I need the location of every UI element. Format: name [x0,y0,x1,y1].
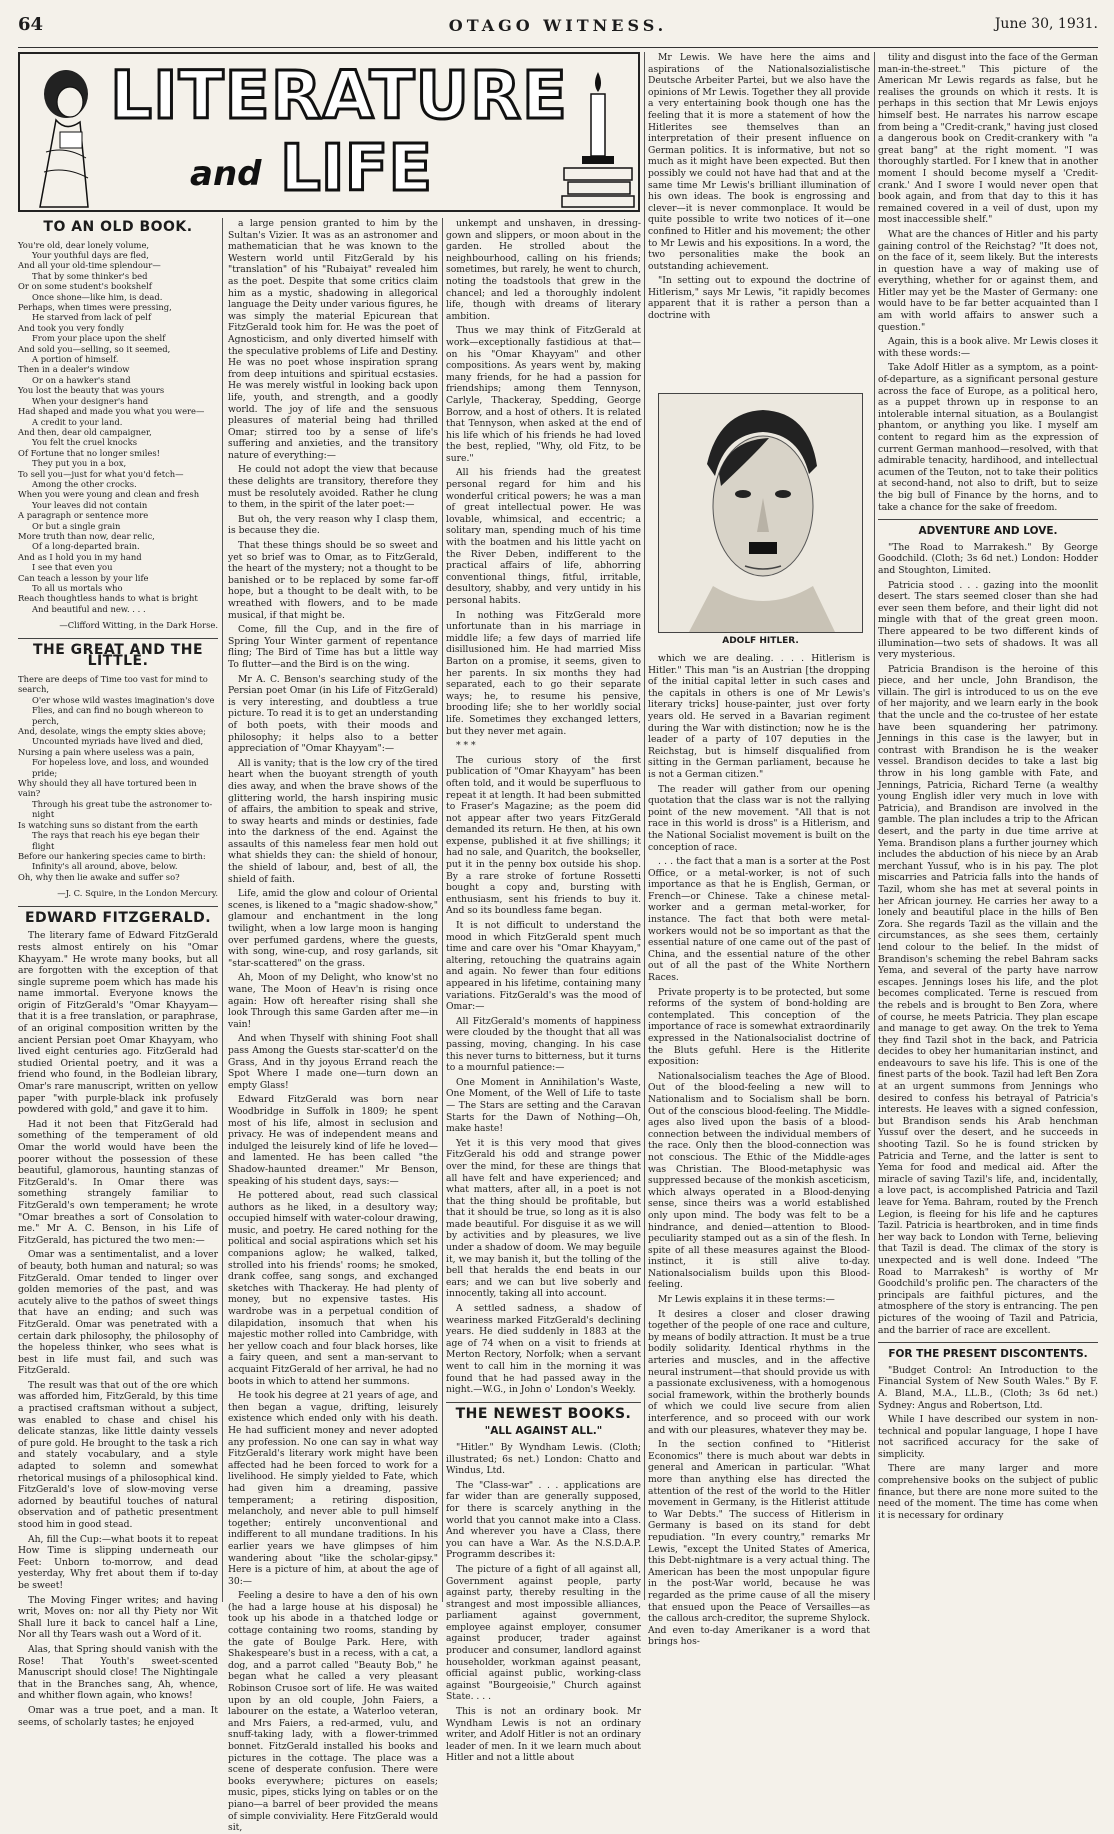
paragraph: which we are dealing. . . . Hitlerism is Hitler." This man "is an Austrian [the dropping of the initial capital letter in such cases and the capitals in others is one of Mr Lewis's literary tricks] house-painter, just over forty years old. He served in a Bavarian regiment during the War with distinction; now he is the leader of a party of 107 deputies in the Reichstag, but is himself disqualified from sitting in the German parliament, because he is not a German citizen." [648,653,870,780]
paragraph: "Hitler." By Wyndham Lewis. (Cloth; illustrated; 6s net.) London: Chatto and Windus, Ltd. [446,1441,641,1477]
paragraph: Edward FitzGerald was born near Woodbridge in Suffolk in 1809; he spent most of his life, almost in seclusion and privacy. He was of independent means and indulged the leisurely kind of life he loved—and lamented. He has been called "the Shadow-haunted dreamer." Mr Benson, speaking of his student days, says:— [228,1094,438,1187]
poem-line: Nursing a pain where useless was a pain, [18,746,195,757]
masthead [18,8,1098,48]
divider [18,638,218,639]
review-body [648,653,870,1648]
poem-line: A credit to your land. [32,416,123,427]
issue-date: June 30, 1931. [994,16,1098,32]
poem-line: And, desolate, wings the empty skies above; [18,726,206,737]
paragraph: Thus we may think of FitzGerald at work—exceptionally fastidious at that—on his "Omar Khayyam" and other compositions. As years went by, making many friends, for he had a passion for friendships; among them Tennyson, Carlyle, Thackeray, Spedding, George Borrow, and a host of others. It is related that Tennyson, when asked at the end of his life which of his friends he had loved the best, replied, "Why, old Fitz, to be sure." [446,325,641,464]
review-title-adventure-and-love: ADVENTURE AND LOVE. [918,525,1058,538]
paragraph: Come, fill the Cup, and in the fire of Spring Your Winter garment of repentance fling; The Bird of Time has but a little way To flutter—and the Bird is on the wing. [228,624,438,670]
poem-line: From your place upon the shelf [32,333,166,344]
poem-line: A portion of himself. [32,354,119,365]
banner-word-literature: LITERATURE [110,57,569,134]
paragraph: Ah, Moon of my Delight, who know'st no wane, The Moon of Heav'n is rising once again: How oft hereafter rising shall she look Through this same Garden after me—in vain! [228,972,438,1030]
paragraph: And when Thyself with shining Foot shall pass Among the Guests star-scatter'd on the Grass, And in thy joyous Errand reach the Spot Where I made one—turn down an empty Glass! [228,1033,438,1091]
paragraph: Ah, fill the Cup:—what boots it to repeat How Time is slipping underneath our Feet: Unborn to-morrow, and dead yesterday, Why fret about them if to-day be sweet! [18,1533,218,1591]
poem-line: Of a long-departed brain. [32,541,140,552]
section-title-newest-books: THE NEWEST BOOKS. [455,1405,632,1422]
poem-line: And took you very fondly [18,322,124,333]
poem-line: Is watching suns so distant from the earth [18,819,198,830]
banner-word-life: LIFE [280,132,433,206]
paragraph: * * * [456,740,476,752]
paragraph: Mr A. C. Benson's searching study of the Persian poet Omar (in his Life of FitzGerald) is very interesting, and doubtless a true picture. To read it is to get an understanding of both poets, with their moods and philosophy; it helps also to a better appreciation of "Omar Khayyam":— [228,673,438,755]
paragraph: Patricia stood . . . gazing into the moonlit desert. The stars seemed closer than she had ever seen them before, and their light did not mingle with that of the great green moon. There appeared to be two different kinds of illumination—two sets of shadows. It was all very mysterious. [878,579,1098,661]
lady-illustration-icon [26,62,104,207]
poem-line: Your leaves did not contain [32,499,148,510]
paragraph: The Moving Finger writes; and having writ, Moves on: nor all thy Piety nor Wit Shall lure it back to cancel half a Line, Nor all thy Tears wash out a Word of it. [18,1594,218,1641]
photo-caption: ADOLF HITLER. [722,636,799,646]
paragraph: It desires a closer and closer drawing together of the people of one race and culture, by means of bodily attraction. It must be a true bodily solidarity. Identical rhythms in the arteries and muscles, and in the affective neural instrument—that should provide us with a passionate exclusiveness, with a homogenous social framework, within the brotherly bounds of which we could live secure from alien interference, and so proceed with our work and with our pleasures, whatever they may be. [648,1308,870,1436]
divider [18,906,218,907]
poem-line: Before our hankering species came to birth: [18,850,206,861]
poem-byline: —J. C. Squire, in the London Mercury. [57,888,218,899]
paragraph: a large pension granted to him by the Sultan's Vizier. It was as an astronomer and mathematician that he was known to the Western world until FitzGerald by his "translation" of his "Rubaiyat" revealed him as the poet. Despite that some critics claim him as a mystic, shadowing in allegorical language the Deity under various figures, he was simply the material Epicurean that FitzGerald took him for. He was the poet of Agnosticism, and only diverted himself with the speculative problems of Life and Destiny. He was no poet whose inspiration sprang from deep intuitions and spiritual ecstasies. He was merely wistful in looking back upon life, youth, and strength, and a goodly world. The joy of life and the sensuous pleasures of material being had thrilled Omar; stirred too by a sense of life's suffering and anxieties, and the transitory nature of everything:— [228,218,438,461]
paragraph: Again, this is a book alive. Mr Lewis closes it with these words:— [878,336,1098,359]
banner-word-and: and [190,154,262,194]
column-3 [446,218,641,1764]
poem-line: To sell you—just for what you'd fetch— [18,468,184,479]
poem-to-an-old-book [18,240,218,615]
poem-line: Of Fortune that no longer smiles! [18,447,160,458]
paragraph: In nothing was FitzGerald more unfortunate than in his marriage in middle life; a few days of married life disillusioned him. He had married Miss Barton on a promise, it seems, given to her parents. In six months they had separated, each to go their separate ways; he, to resume his pensive, brooding life; she to her worldly social life. Sometimes they exchanged letters, but they never met again. [446,609,641,737]
poem-line: You felt the cruel knocks [32,437,137,448]
paragraph: One Moment in Annihilation's Waste, One Moment, of the Well of Life to taste— The Stars are setting and the Caravan Starts for the Dawn of Nothing—Oh, make haste! [446,1076,641,1135]
paragraph: What are the chances of Hitler and his party gaining control of the Reichstag? "It does not, on the face of it, seem likely. But the interests in question have a way of making use of everything, whether for or against them, and Hitler may yet be the Master of Germany: one would have to be far better acquainted than I am with world affairs to answer such a question." [878,228,1098,333]
paragraph: The reader will gather from our opening quotation that the class war is not the rallying point of the new movement. "All that is not race in this world is dross" is a Hitlerism, and the National Socialist movement is built on the conception of race. [648,783,870,853]
review-body [878,1365,1098,1522]
poem-line: More truth than now, dear relic, [18,530,155,541]
poem-line: A paragraph or sentence more [18,510,149,521]
paragraph: Take Adolf Hitler as a symptom, as a point-of-departure, as a significant personal gesture across the face of Europe, as a political hero, as a puppet thrown up in response to an intolerable internal situation, as a Boulangist phantom, or anything you like. I myself am content to regard him as the expression of current German manhood—resolved, with that admirable tenacity, hardihood, and intellectual acumen of the Teuton, not to take their politics at second-hand, not also to drift, but to seize the big bull of Finance by the horns, and to take a chance for the sake of freedom. [878,362,1098,513]
poem-line: Then in a dealer's window [18,364,130,375]
portrait-icon [659,394,862,632]
poem-line: And sold you—selling, so it seemed, [18,343,171,354]
paragraph: Mr Lewis. We have here the aims and aspirations of the Nationalsozialistische Deutsche Arbeiter Partei, but we also have the opinions of Mr Lewis. Together they all provide a very entertaining book though one has the feeling that it is more a statement of how the Hitlerites see themselves than an interpretation of their present influence on German politics. It is informative, but not so much as it might have been expected. But then possibly we could not have had that and at the same time Mr Lewis's brilliant illumination of his own ideas. The book is engrossing and clever—it is never commonplace. It would be quite possible to write two notices of it—one confined to Hitler and his movement; the other to Mr Lewis and his expositions. In a word, the two personalities make the book an outstanding achievement. [648,52,870,272]
paragraph: "Budget Control: An Introduction to the Financial System of New South Wales." By F. A. Bland, M.A., LL.B., (Cloth; 3s 6d net.) Sydney: Angus and Robertson, Ltd. [878,1364,1098,1411]
paragraph: The literary fame of Edward FitzGerald rests almost entirely on his "Omar Khayyam." He wrote many books, but all are forgotten with the exception of that single supreme poem which has made his name immortal. Everyone knows the origin of FitzGerald's "Omar Khayyam—that it is a free translation, or paraphrase, of an original composition written by the ancient Persian poet Omar Khayyam, who lived eight centuries ago. FitzGerald had studied Oriental poetry, and it was a friend who found, in the Bodleian library, Omar's rare manuscript, written on yellow paper "with purple-black ink profusely powdered with gold," and gave it to him. [18,930,218,1116]
poem-great-and-little [18,674,218,882]
review-body [446,1442,641,1764]
poem-line: Infinity's all around, above, below. [32,861,178,872]
paragraph: He took his degree at 21 years of age, and then began a vague, drifting, leisurely existence which ended only with his death. He had sufficient money and never adopted any profession. No one can say in what way FitzGerald's literary work might have been affected had he been forced to work for a livelihood. He simply yielded to Fate, which had given him a dreaming, passive temperament; a retiring disposition, melancholy, and never able to pull himself together; entirely unconventional and indifferent to all mundane traditions. In his earlier years we have glimpses of him wandering about "like the scholar-gipsy." Here is a picture of him, at about the age of 30:— [228,1390,438,1587]
poem-title-great-and-little: THE GREAT AND THE LITTLE. [32,641,204,670]
paragraph: All FitzGerald's moments of happiness were clouded by the thought that all was passing, moving, changing. In his case this never turns to bitterness, but it turns to a mournful patience:— [446,1015,641,1074]
article-body [18,930,218,1728]
article-body [228,218,438,1834]
column-rule [874,52,875,1600]
review-title-all-against-all: "ALL AGAINST ALL." [484,1425,603,1438]
column-4-top [648,52,870,387]
column-rule [644,52,645,1600]
poem-line: Can teach a lesson by your life [18,572,149,583]
paragraph: He pottered about, read such classical authors as he liked, in a desultory way; occupied himself with water-colour drawing, music, and poetry. He cared nothing for the political and social aspirations which set his companions aglow; he walked, talked, strolled into his friends' rooms; he smoked, drank coffee, sang songs, and exchanged sketches with Thackeray. He had plenty of money, but no expensive tastes. His wardrobe was in a perpetual condition of dilapidation, insomuch that when his majestic mother rolled into Cambridge, with her yellow coach and four black horses, like a fairy queen, and sent a man-servant to acquaint FitzGerald of her arrival, he had no boots in which to attend her summons. [228,1190,438,1387]
poem-line: Through his great tube the astronomer to-night [32,798,213,820]
paragraph: But oh, the very reason why I clasp them, is because they die. [228,513,438,537]
poem-line: Perhaps, when times were pressing, [18,302,172,313]
paragraph: "In setting out to expound the doctrine of Hitlerism," says Mr Lewis, "it rapidly becomes apparent that it is rather a person than a doctrine with [648,275,870,322]
paragraph: Nationalsocialism teaches the Age of Blood. Out of the blood-feeling a new will to Nationalism and to Socialism shall be born. Out of the conscious blood-feeling. The Middle-ages also lived upon the basis of a blood-connection between the individual members of the race. Only then the blood-connection was not conscious. The Ethic of the Middle-ages was Christian. The Blood-metaphysic was suppressed because of the monkish asceticism, which always operated in a Blood-denying sense, since theirs was a world established only upon mind. The body was felt to be a hindrance, and denied—attention to Blood-peculiarity stamped out as a sin of the flesh. In spite of all these measures against the Blood-instinct, it is still alive to-day. Nationalsocialism builds upon this Blood-feeling. [648,1070,870,1291]
paragraph: Private property is to be protected, but some reforms of the system of bond-holding are contemplated. This conception of the importance of race is somewhat extraordinarily expressed in the Nationalsocialist doctrine of the Bluts gefuhl. Here is the Hitlerite exposition: [648,986,870,1068]
column-1 [18,218,218,1728]
poem-line: That by some thinker's bed [32,270,148,281]
poem-line: To all us mortals who [32,583,123,593]
review-body [648,52,870,322]
paragraph: tility and disgust into the face of the German man-in-the-street." This picture of the American Mr Lewis regards as false, but he realises the grounds on which it rests. It is perhaps in this section that Mr Lewis enjoys himself best. He narrates his narrow escape from being a "Credit-crank," having just closed a dangerous book on Credit-crankery with "a great bang" at the right moment. "I was thoroughly startled. For I knew that in another moment I should become myself a 'Credit-crank.' And I swore I would never open that book again, and from that day to this it has remained covered in a veil of dust, upon my most inaccessible shelf." [878,52,1098,226]
paragraph: The curious story of the first publication of "Omar Khayyam" has been often told, and it would be superfluous to repeat it at length. It had been submitted to Fraser's Magazine; as the poem did not appear after two years FitzGerald demanded its return. He then, at his own expense, published it at five shillings; it had no sale, and Quaritch, the bookseller, put it in the penny box outside his shop. By a rare stroke of fortune Rossetti bought a copy and, bursting with enthusiasm, sent his friends to buy it. And so its boundless fame began. [446,754,641,917]
article-title-fitzgerald: EDWARD FITZGERALD. [24,909,212,926]
paragraph: "The Road to Marrakesh." By George Goodchild. (Cloth; 3s 6d net.) London: Hodder and Stoughton, Limited. [878,541,1098,576]
column-5 [878,52,1098,1602]
paragraph: Yet it is this very mood that gives FitzGerald his odd and strange power over the mind, for these are things that all have felt and have experienced; and what matters, after all, in a poet is not that the thing should be profitable, but that it should be true, so long as it is also made beautiful. For disguise it as we will by activities and by pleasures, we live under a shadow of doom. We may beguile it, we may banish it, but the tolling of the bell that heralds the end beats in our ears; and we can but live soberly and innocently, taking all into account. [446,1137,641,1300]
paragraph: The picture of a fight of all against all, Government against people, party against party, thereby resulting in the strangest and most impossible alliances, parliament against government, employee against employer, consumer against producer, trader against producer and consumer, landlord against householder, workman against peasant, official against public, working-class against "Bourgeoisie," Church against State. . . . [446,1563,641,1703]
paragraph: There are many larger and more comprehensive books on the subject of public finance, but there are none more suited to the need of the moment. The time has come when it is necessary for ordinary [878,1463,1098,1521]
candle-and-books-icon [560,64,636,209]
review-title-present-discontents: FOR THE PRESENT DISCONTENTS. [888,1348,1088,1361]
poem-line: O'er whose wild wastes imagination's dove Flies, and can find no bough whereon to perch, [32,694,215,726]
paragraph: Feeling a desire to have a den of his own (he had a large house at his disposal) he took up his abode in a thatched lodge or cottage containing two rooms, standing by the gate of Boulge Park. Here, with Shakespeare's bust in a recess, with a cat, a dog, and a parrot called "Beauty Bob," he began what he called a very pleasant Robinson Crusoe sort of life. He was waited upon by an old couple, John Faiers, a labourer on the estate, a Waterloo veteran, and Mrs Faiers, a red-armed, vulu, and snuff-taking lady, with a flower-trimmed bonnet. FitzGerald installed his books and pictures in the cottage. The place was a scene of desperate confusion. There were books everywhere; pictures on easels; music, pipes, sticks lying on tables or on the piano—a barrel of beer provided the means of simple conviviality. Here FitzGerald would sit, [228,1590,438,1834]
poem-line: There are deeps of Time too vast for mind to search, [18,674,208,695]
poem-line: And then, dear old campaigner, [18,426,152,437]
paragraph: All his friends had the greatest personal regard for him and his wonderful critical powers; he was a man of great intellectual power. He was lovable, whimsical, and eccentric; a solitary man, spending much of his time with the boatmen and his little yacht on the River Deben, indifferent to the practical affairs of life, abhorring conventional things, fitful, irritable, desultory, shabby, and very untidy in his personal habits. [446,467,641,606]
poem-line: When you were young and clean and fresh [18,489,200,500]
poem-line: Reach thoughtless hands to what is bright [18,593,198,604]
paragraph: Had it not been that FitzGerald had something of the temperament of old Omar the world would have been the poorer without the possession of these beautiful, glamorous, haunting stanzas of FitzGerald's. In Omar there was something strangely familiar to FitzGerald's own temperament; he wrote "Omar breathes a sort of Consolation to me." Mr A. C. Benson, in his Life of FitzGerald, has pictured the two men:— [18,1118,218,1246]
paragraph: It is not difficult to understand the mood in which FitzGerald spent much time and care over his "Omar Khayyam," altering, retouching the quatrains again and again. No fewer than four editions appeared in his lifetime, containing many variations. FitzGerald's was the mood of Omar:— [446,920,641,1013]
poem-line: And all your old-time splendour— [18,260,161,271]
newspaper-page [18,8,1098,1834]
page-number: 64 [18,14,44,35]
paragraph: unkempt and unshaven, in dressing-gown and slippers, or moon about in the garden. He strolled about the neighbourhood, calling on his friends; sometimes, but rarely, he went to church, noting the toadstools that grew in the chancel; and led a thoroughly indolent life, though with dreams of literary ambition. [446,218,641,322]
paragraph: . . . the fact that a man is a sorter at the Post Office, or a metal-worker, is not of such importance as that he is English, German, or French—or Chinese. Take a chinese metal-worker and a german metal-worker, for instance. The fact that both were metal-workers would not be so important as that the essential nature of one came out of the past of China, and the essential nature of the other out of all the past of the White Northern Races. [648,856,870,984]
poem-line: Your youthful days are fled, [32,250,149,260]
hitler-portrait [658,393,863,633]
review-body [878,542,1098,1336]
poem-line: The rays that reach his eye began their flight [32,830,200,851]
review-body [878,52,1098,513]
poem-line: He starved from lack of pelf [32,312,152,323]
paragraph: All is vanity; that is the low cry of the tired heart when the buoyant strength of youth dies away, and when the brave shows of the glittering world, the harsh inspiring music of affairs, the ambition to speak and strive, to sway hearts and minds or destinies, fade into the darkness of the end. Against the assaults of this nameless fear men hold out what shields they can: the shield of honour, the shield of labour, and, best of all, the shield of faith. [228,757,438,885]
poem-line: When your designer's hand [32,395,149,406]
column-4-bottom [648,653,870,1648]
paragraph: That these things should be so sweet and yet so brief was to Omar, as to FitzGerald, the heart of the mystery; not a thought to be banished or to be replaced by some far-off hope, but a thought to be dealt with, to be wreathed with flowers, and to be made musical, if that might be. [228,540,438,621]
divider [878,1342,1098,1343]
poem-line: You're old, dear lonely volume, [18,239,150,250]
paragraph: While I have described our system in non-technical and popular language, I hope I have not sacrificed accuracy for the sake of simplicity. [878,1414,1098,1460]
poem-line: Among the other crocks. [32,478,137,489]
paragraph: Omar was a sentimentalist, and a lover of beauty, both human and natural; so was FitzGerald. Omar tended to linger over golden memories of the past, and was acutely alive to the pathos of sweet things that have an ending; and such was FitzGerald. Omar was penetrated with a certain dark philosophy, the philosophy of the hopeless thinker, who sees what is best in life must fail, and such was FitzGerald. [18,1249,218,1377]
column-2 [228,218,438,1834]
poem-title-to-an-old-book: TO AN OLD BOOK. [43,219,193,235]
article-body [446,218,641,1396]
paragraph: Life, amid the glow and colour of Oriental scenes, is likened to a "magic shadow-show," glamour and enchantment in the long twilight, when a low large moon is hanging over perfumed gardens, where the guests, with song, wine-cup, and rosy garlands, sit "star-scattered" on the grass. [228,888,438,969]
poem-line: Uncounted myriads have lived and died, [32,736,204,747]
paragraph: Patricia Brandison is the heroine of this piece, and her uncle, John Brandison, the villain. The girl is introduced to us on the eve of her majority, and we learn early in the book that the uncle and the co-trustee of her estate have been squandering her patrimony. Jennings in this case is the lawyer, but in contrast with Brandison he is the weaker vessel. Brandison decides to take a last big throw in his long gamble with Fate, and Jennings, Patricia, Richard Terne (a wealthy young English idler very much in love with Patricia), and Brandison are involved in the gamble. The plan includes a trip to the African desert, and the party in due time arrive at Yema. Brandison plans a further journey which includes the abduction of his niece by an Arab merchant Yussuf, who is in his pay. The plot miscarries and Patricia falls into the hands of Tazil, whom she has met at several points in her African journey. He carries her away to a lonely and beautiful place in the hills of Ben Zora. She regards Tazil as the villain and the circumstances, as she sees them, certainly lend colour to the belief. In the midst of Brandison's scheming the rebel Bahram sacks Yema, and several of the party have narrow escapes. Jennings loses his life, and the plot becomes complicated. Terne is rescued from the rebels and is brought to Ben Zora, where of course, he meets Patricia. They plan escape and manage to get away. On the trek to Yema they find Tazil shot in the back, and Patricia decides to obey her humanitarian instinct, and endeavours to save his life. This is one of the finest parts of the book. Tazil had left Ben Zora at an urgent summons from Jennings who desired to confess his betrayal of Patricia's interests. He leaves with a signed confession, but Brandison sends his Arab henchman Yussuf over the desert, and he succeeds in shooting Tazil. So he is found stricken by Patricia and Terne, and the latter is sent to Yema for food and medical aid. After the miracle of saving Tazil's life, and, incidentally, a love pact, is accomplished Patricia and Tazil leave for Yema. Bahram, routed by the French Legion, is fleeing for his life and he captures Tazil. Patricia is heartbroken, and in time finds her way back to London with Terne, believing that Tazil is dead. The climax of the story is unexpected and is well done. Indeed "The Road to Marrakesh" is worthy of Mr Goodchild's prolific pen. The characters of the principals are faithful pictures, and the atmosphere of the story is entrancing. The pen pictures of the wooing of Tazil and Patricia, and the barrier of race are excellent. [878,663,1098,1336]
poem-line: I see that even you [32,562,113,573]
poem-line: Oh, why then lie awake and suffer so? [18,871,180,882]
poem-line: Once shone—like him, is dead. [32,291,163,302]
paragraph: This is not an ordinary book. Mr Wyndham Lewis is not an ordinary writer, and Adolf Hitler is not an ordinary leader of men. In it we learn much about Hitler and not a little about [446,1706,641,1764]
poem-line: They put you in a box, [32,458,127,469]
poem-line: You lost the beauty that was yours [18,385,165,396]
poem-line: Or on some student's bookshelf [18,281,152,292]
poem-line: Or on a hawker's stand [32,374,131,385]
paragraph: Alas, that Spring should vanish with the Rose! That Youth's sweet-scented Manuscript should close! The Nightingale that in the Branches sang, Ah, whence, and whither flown again, who knows! [18,1643,218,1702]
paragraph: The result was that out of the ore which was afforded him, FitzGerald, by this time a practised craftsman without a subject, was enabled to chase and chisel his delicate stanzas, like little dainty vessels of pure gold. He brought to the task a rich and stately vocabulary, and a style adapted to solemn and somewhat rhetorical musings of a philosophical kind. FitzGerald's love of slow-moving verse adorned by beautiful touches of natural observation and of pathetic presentment stood him in good stead. [18,1379,218,1530]
poem-byline: —Clifford Witting, in the Dark Horse. [59,620,218,631]
paragraph: Omar was a true poet, and a man. It seems, of scholarly tastes; he enjoyed [18,1704,218,1728]
paragraph: In the section confined to "Hitlerist Economics" there is much about war debts in general and American in particular. "What more than anything else has directed the attention of the rest of the world to the Hitler movement in Germany, is the Hitlerist attitude to War Debts." The success of Hitlerism in Germany is based on its stand for debt repudiation. "In every country," remarks Mr Lewis, "except the United States of America, this Debt-nightmare is a very actual thing. The American has been the most unpopular figure in the post-War world, because he was regarded as the prime cause of all the misery that ensued upon the Peace of Versailles—as the callous arch-creditor, the supreme Shylock. And even to-day Amerikaner is a word that brings hos- [648,1439,870,1648]
poem-line: And as I hold you in my hand [18,551,142,562]
paragraph: A settled sadness, a shadow of weariness marked FitzGerald's declining years. He died suddenly in 1883 at the age of 74 when on a visit to friends at Merton Rectory, Norfolk; when a servant went to call him in the morning it was found that he had passed away in the night.—W.G., in John o' London's Weekly. [446,1303,641,1396]
paper-name: OTAGO WITNESS. [448,16,668,35]
poem-line: And beautiful and new. . . . [32,603,146,614]
divider [446,1402,641,1403]
paragraph: He could not adopt the view that because these delights are transitory, therefore they must be resolutely avoided. Rather he clung to them, in the spirit of the later poet:— [228,464,438,511]
divider [878,519,1098,520]
column-rule [442,218,443,1602]
poem-line: For hopeless love, and loss, and wounded pride; [32,757,209,778]
paragraph: The "Class-war" . . . applications are far wider than are generally supposed, for there is scarcely anything in the world that you cannot make into a Class. And wherever you have a Class, there you can have a War. As the N.S.D.A.P. Programm describes it: [446,1479,641,1561]
poem-line: Had shaped and made you what you were— [18,406,205,417]
paragraph: Mr Lewis explains it in these terms:— [658,1294,835,1306]
literature-and-life-banner [18,52,640,212]
poem-line: Or but a single grain [32,520,121,531]
poem-line: Why should they all have tortured been in vain? [18,778,197,799]
column-rule [222,218,223,1602]
